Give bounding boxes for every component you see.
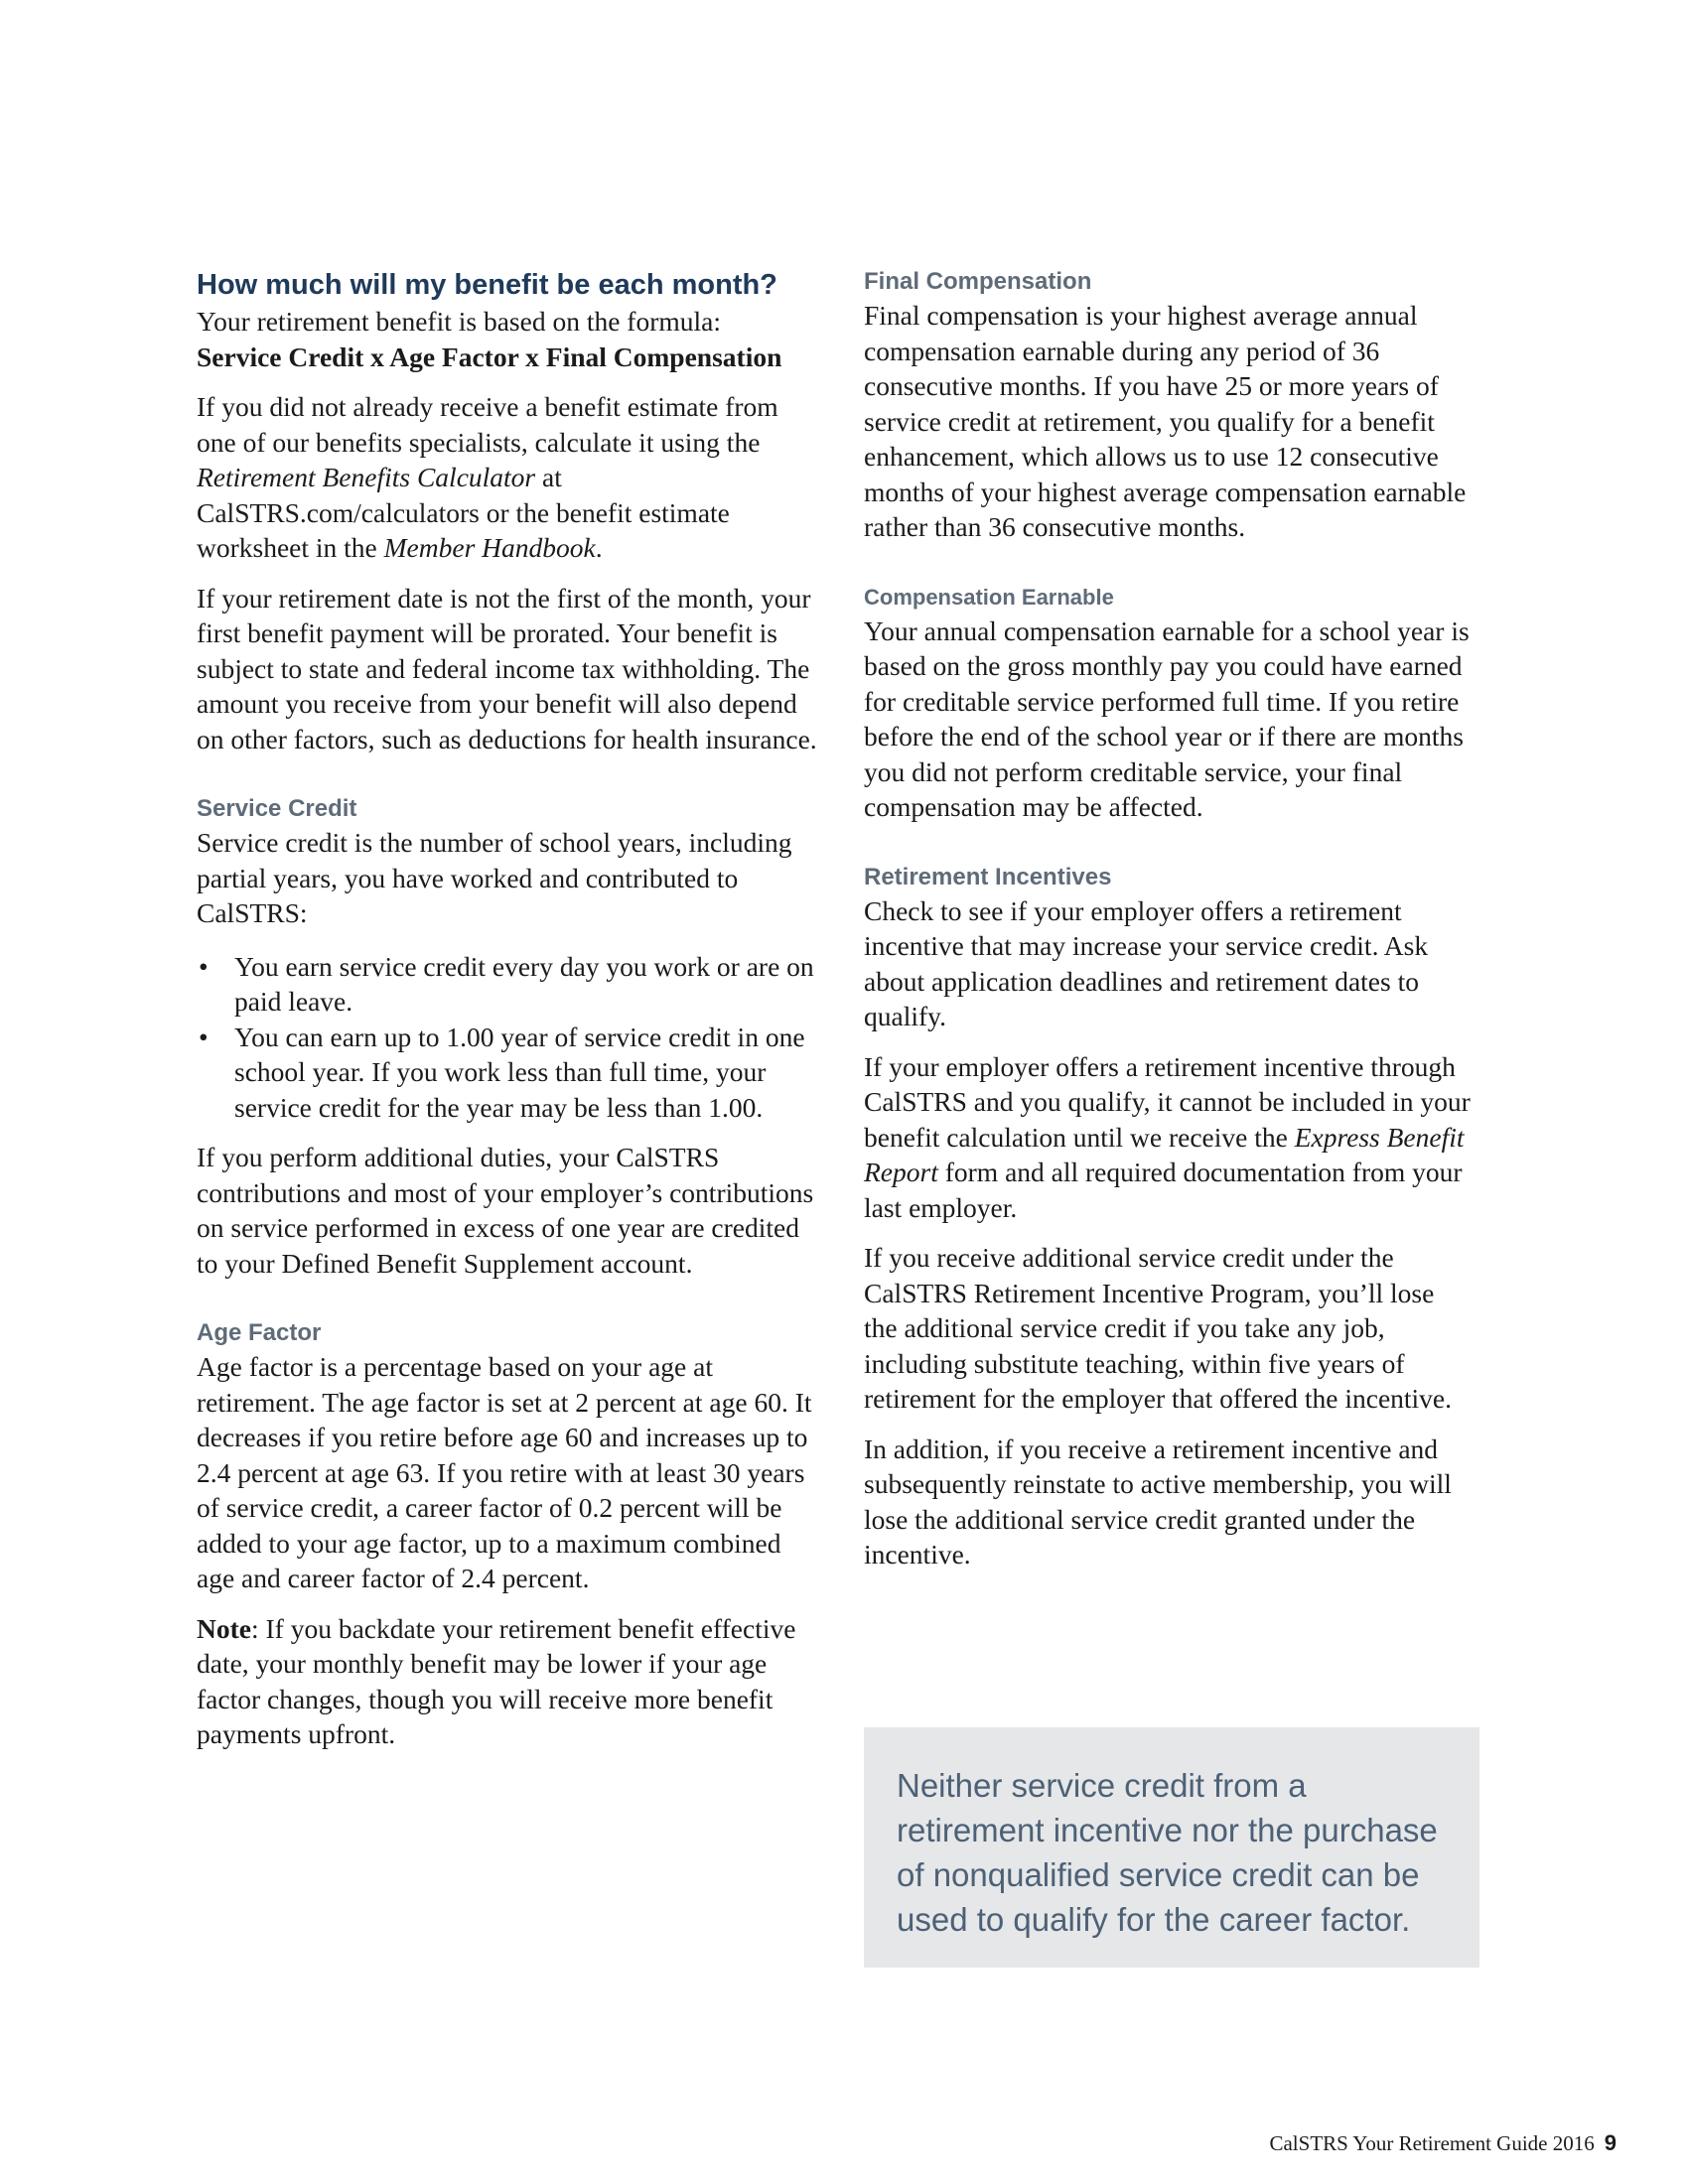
formula-intro: Your retirement benefit is based on the formula: xyxy=(197,306,721,337)
incentives-text-b: form and all required documentation from your last employer. xyxy=(864,1157,1463,1223)
bullet-icon: • xyxy=(199,950,209,982)
note-paragraph xyxy=(197,1611,820,1752)
list-item-text: You earn service credit every day you work or are on paid leave. xyxy=(234,950,814,1017)
estimate-paragraph xyxy=(197,389,820,566)
list-item xyxy=(197,1020,820,1126)
formula-text: Service Credit x Age Factor x Final Compensation xyxy=(197,341,782,372)
incentives-paragraph-4: In addition, if you receive a retirement incentive and subsequently reinstate to active membership, you will lose the additional service credit granted under the incentive. xyxy=(864,1433,1452,1570)
final-compensation-heading: Final Compensation xyxy=(864,268,1092,295)
handbook-name: Member Handbook xyxy=(383,532,596,563)
final-compensation-paragraph: Final compensation is your highest average annual compensation earnable during any period of 36 consecutive months. If you have 25 or more years of service credit at retirement, you qualify for a benefit enhancement, which allows us to use 12 consecutive months of your highest average compensation earnable rather than 36 consecutive months. xyxy=(864,300,1467,542)
compensation-earnable-paragraph: Your annual compensation earnable for a school year is based on the gross monthly pay you could have earned for creditable service performed full time. If you retire before the end of the school year or if there are months you did not perform creditable service, your final compensation may be affected. xyxy=(864,614,1470,822)
incentives-text-a: If your employer offers a retirement incentive through CalSTRS and you qualify, it cannot be included in your benefit calculation until we receive the xyxy=(864,1050,1471,1153)
estimate-text-c: . xyxy=(595,532,603,563)
additional-duties-paragraph: If you perform additional duties, your CalSTRS contributions and most of your employer’s contributions on service performed in excess of one year are credited to your Defined Benefit Supplement account. xyxy=(197,1142,814,1279)
bullet-icon: • xyxy=(199,1021,209,1052)
left-column xyxy=(197,266,820,1752)
page-number: 9 xyxy=(1604,2130,1617,2155)
career-factor-callout xyxy=(864,1727,1479,1968)
page-heading: How much will my benefit be each month? xyxy=(197,269,777,301)
right-column xyxy=(864,266,1474,1572)
retirement-incentives-heading: Retirement Incentives xyxy=(864,863,1112,890)
service-credit-heading: Service Credit xyxy=(197,795,357,822)
proration-paragraph: If your retirement date is not the first of the month, your first benefit payment will be prorated. Your benefit is subject to state and federal income tax withholding. The amount you receive from your benefit will also depend on other factors, such as deductions for health insurance. xyxy=(197,582,817,754)
estimate-text-b: at CalSTRS.com/calculators or the benefit estimate worksheet in the xyxy=(197,462,730,563)
note-text: : If you backdate your retirement benefit effective date, your monthly benefit may be lower if your age factor changes, though you will receive more benefit payments upfront. xyxy=(197,1612,796,1749)
page-footer xyxy=(1269,2130,1617,2156)
callout-text: Neither service credit from a retirement incentive nor the purchase of nonqualified service credit can be used to qualify for the career factor. xyxy=(897,1767,1438,1938)
age-factor-paragraph: Age factor is a percentage based on your age at retirement. The age factor is set at 2 percent at age 60. It decreases if you retire before age 60 and increases up to 2.4 percent at age 63. If you retire with at least 30 years of service credit, a career factor of 0.2 percent will be added to your age factor, up to a maximum combined age and career factor of 2.4 percent. xyxy=(197,1351,812,1593)
service-credit-list xyxy=(197,949,820,1126)
incentives-paragraph-1: Check to see if your employer offers a retirement incentive that may increase your service credit. Ask about application deadlines and retirement dates to qualify. xyxy=(864,894,1429,1031)
compensation-earnable-heading: Compensation Earnable xyxy=(864,584,1114,610)
age-factor-heading: Age Factor xyxy=(197,1319,322,1346)
footer-title: CalSTRS Your Retirement Guide 2016 xyxy=(1269,2131,1595,2155)
list-item-text: You can earn up to 1.00 year of service credit in one school year. If you work less than full time, your service credit for the year may be less than 1.00. xyxy=(234,1021,805,1123)
calculator-name: Retirement Benefits Calculator xyxy=(197,462,536,492)
note-label: Note xyxy=(197,1612,251,1644)
service-credit-intro: Service credit is the number of school years, including partial years, you have worked and contributed to CalSTRS: xyxy=(197,827,792,928)
list-item xyxy=(197,949,820,1020)
incentives-paragraph-3: If you receive additional service credit under the CalSTRS Retirement Incentive Program, you’ll lose the additional service credit if you take any job, including substitute teaching, within five years of retirement for the employer that offered the incentive. xyxy=(864,1242,1453,1414)
formula xyxy=(197,340,820,375)
incentives-paragraph-2 xyxy=(864,1049,1474,1226)
form-name: Express Benefit Report xyxy=(864,1121,1465,1187)
estimate-text-a: If you did not already receive a benefit estimate from one of our benefits specialists, calculate it using the xyxy=(197,391,778,458)
